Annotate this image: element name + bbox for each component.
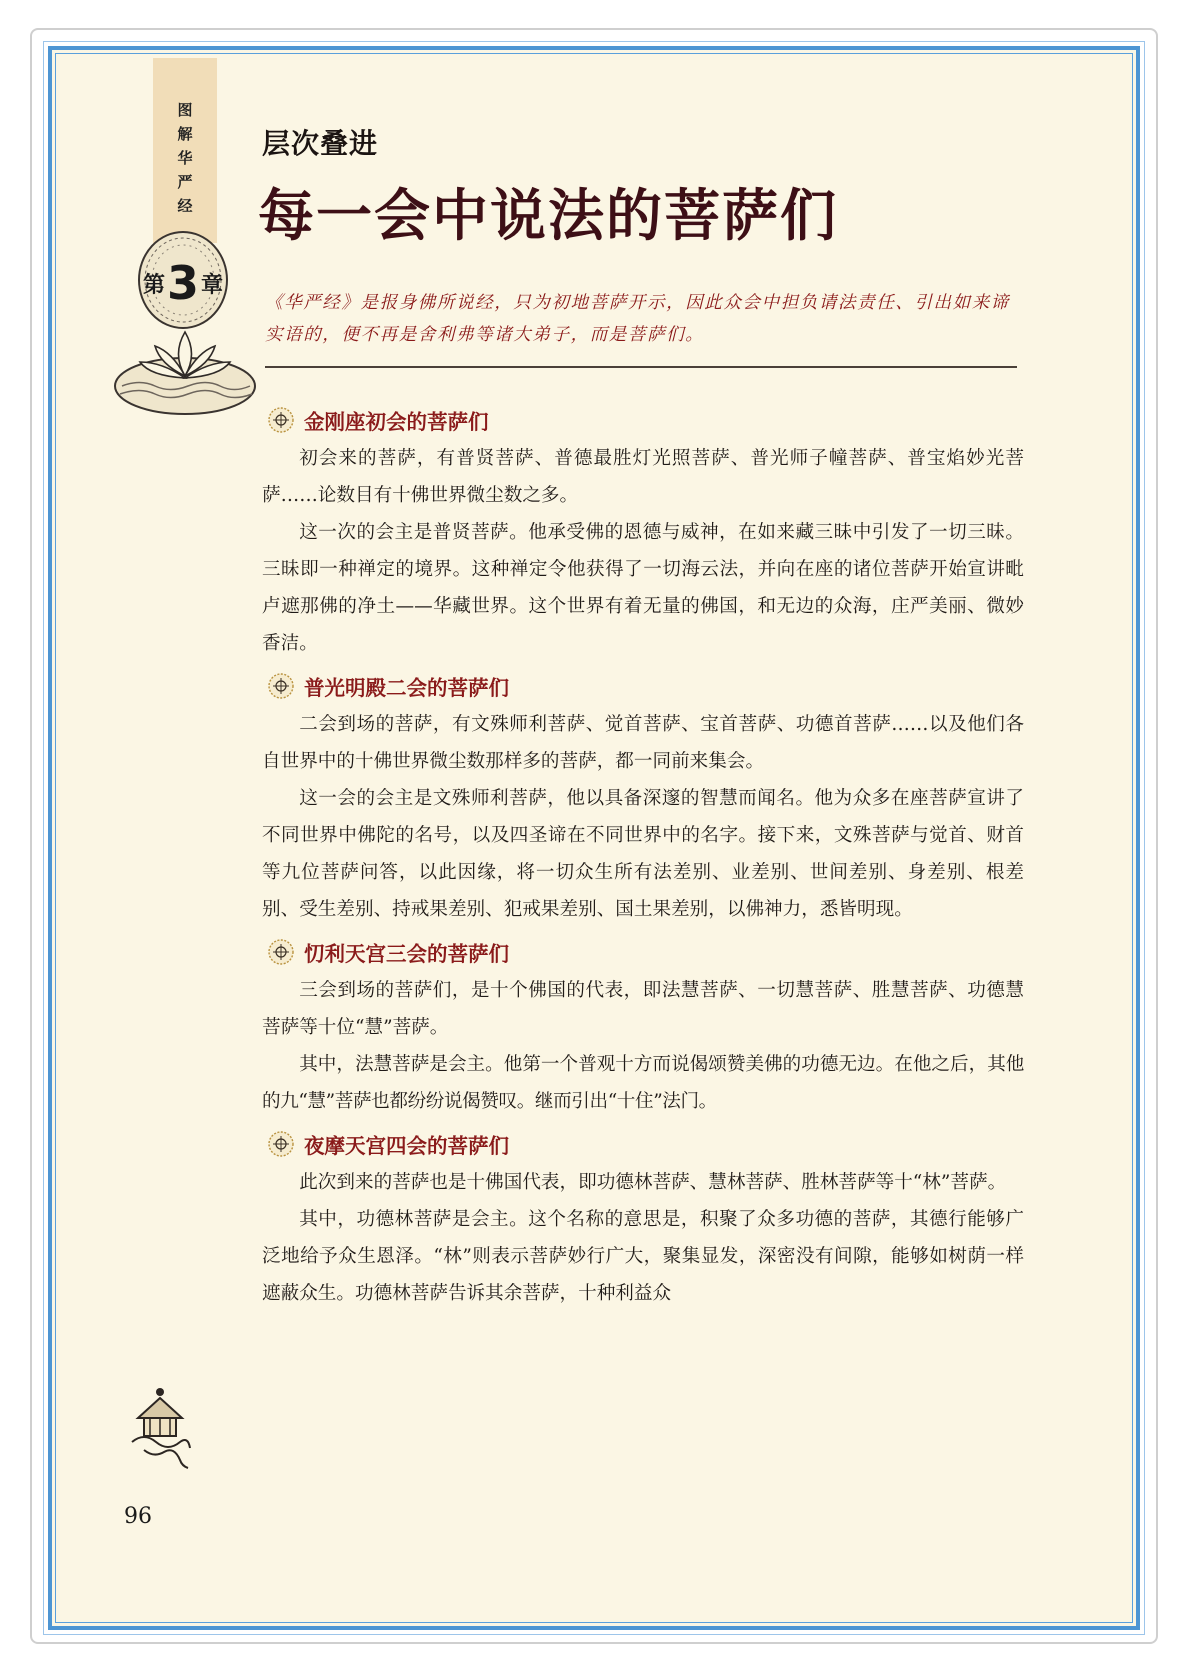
paragraph: 其中，法慧菩萨是会主。他第一个普观十方而说偈颂赞美佛的功德无边。在他之后，其他的九“慧”菩萨也都纷纷说偈赞叹。继而引出“十住”法门。 <box>262 1054 1024 1112</box>
section-title: 夜摩天宫四会的菩萨们 <box>304 1134 509 1158</box>
book-title-char: 严 <box>177 173 193 191</box>
page-number: 96 <box>124 1504 152 1529</box>
paragraph: 这一次的会主是普贤菩萨。他承受佛的恩德与威神，在如来藏三昧中引发了一切三昧。三昧即一种禅定的境界。这种禅定令他获得了一切海云法，并向在座的诸位菩萨开始宣讲毗卢遮那佛的净土——华藏世界。这个世界有着无量的佛国，和无边的众海，庄严美丽、微妙香洁。 <box>262 522 1024 654</box>
section-title: 金刚座初会的菩萨们 <box>304 410 489 434</box>
book-title-char: 解 <box>177 125 193 143</box>
chapter-suffix: 章 <box>201 272 224 298</box>
chapter-number: 3 <box>166 256 199 310</box>
dharma-wheel-icon <box>266 938 296 966</box>
chapter-label <box>134 258 232 308</box>
book-title-char: 经 <box>177 197 193 215</box>
book-title-tab <box>153 58 217 243</box>
paragraph: 初会来的菩萨，有普贤菩萨、普德最胜灯光照菩萨、普光师子幢菩萨、普宝焰妙光菩萨……论数目有十佛世界微尘数之多。 <box>262 448 1024 506</box>
temple-cloud-ornament-icon <box>124 1378 196 1470</box>
paragraph: 二会到场的菩萨，有文殊师利菩萨、觉首菩萨、宝首菩萨、功德首菩萨……以及他们各自世界中的十佛世界微尘数那样多的菩萨，都一同前来集会。 <box>262 714 1024 772</box>
page-title: 每一会中说法的菩萨们 <box>258 184 838 249</box>
dharma-wheel-icon <box>266 406 296 434</box>
dharma-wheel-icon <box>266 672 296 700</box>
paragraph: 这一会的会主是文殊师利菩萨，他以具备深邃的智慧而闻名。他为众多在座菩萨宣讲了不同世界中佛陀的名号，以及四圣谛在不同世界中的名字。接下来，文殊菩萨与觉首、财首等九位菩萨问答，以此因缘，将一切众生所有法差别、业差别、世间差别、身差别、根差别、受生差别、持戒果差别、犯戒果差别、国土果差别，以佛神力，悉皆明现。 <box>262 788 1024 920</box>
section-heading <box>266 1124 1024 1164</box>
dharma-wheel-icon <box>266 1130 296 1158</box>
page-subtitle: 层次叠进 <box>262 127 379 160</box>
section-heading <box>266 932 1024 972</box>
paragraph: 此次到来的菩萨也是十佛国代表，即功德林菩萨、慧林菩萨、胜林菩萨等十“林”菩萨。 <box>299 1172 1007 1193</box>
lotus-icon <box>110 324 260 419</box>
intro-text: 《华严经》是报身佛所说经，只为初地菩萨开示，因此众会中担负请法责任、引出如来谛实语的，便不再是舍利弗等诸大弟子，而是菩萨们。 <box>265 293 1010 345</box>
intro-divider <box>265 366 1017 368</box>
section-heading <box>266 666 1024 706</box>
section-heading <box>266 400 1024 440</box>
book-title-char: 图 <box>177 101 193 119</box>
book-title-char: 华 <box>177 149 193 167</box>
paragraph: 三会到场的菩萨们，是十个佛国的代表，即法慧菩萨、一切慧菩萨、胜慧菩萨、功德慧菩萨等十位“慧”菩萨。 <box>262 980 1024 1038</box>
chapter-prefix: 第 <box>142 272 165 298</box>
paragraph: 其中，功德林菩萨是会主。这个名称的意思是，积聚了众多功德的菩萨，其德行能够广泛地给予众生恩泽。“林”则表示菩萨妙行广大，聚集显发，深密没有间隙，能够如树荫一样遮蔽众生。功德林菩萨告诉其余菩萨，十种利益众 <box>262 1209 1024 1304</box>
main-content <box>262 400 1024 1312</box>
section-title: 普光明殿二会的菩萨们 <box>304 676 509 700</box>
section-title: 忉利天宫三会的菩萨们 <box>304 942 509 966</box>
